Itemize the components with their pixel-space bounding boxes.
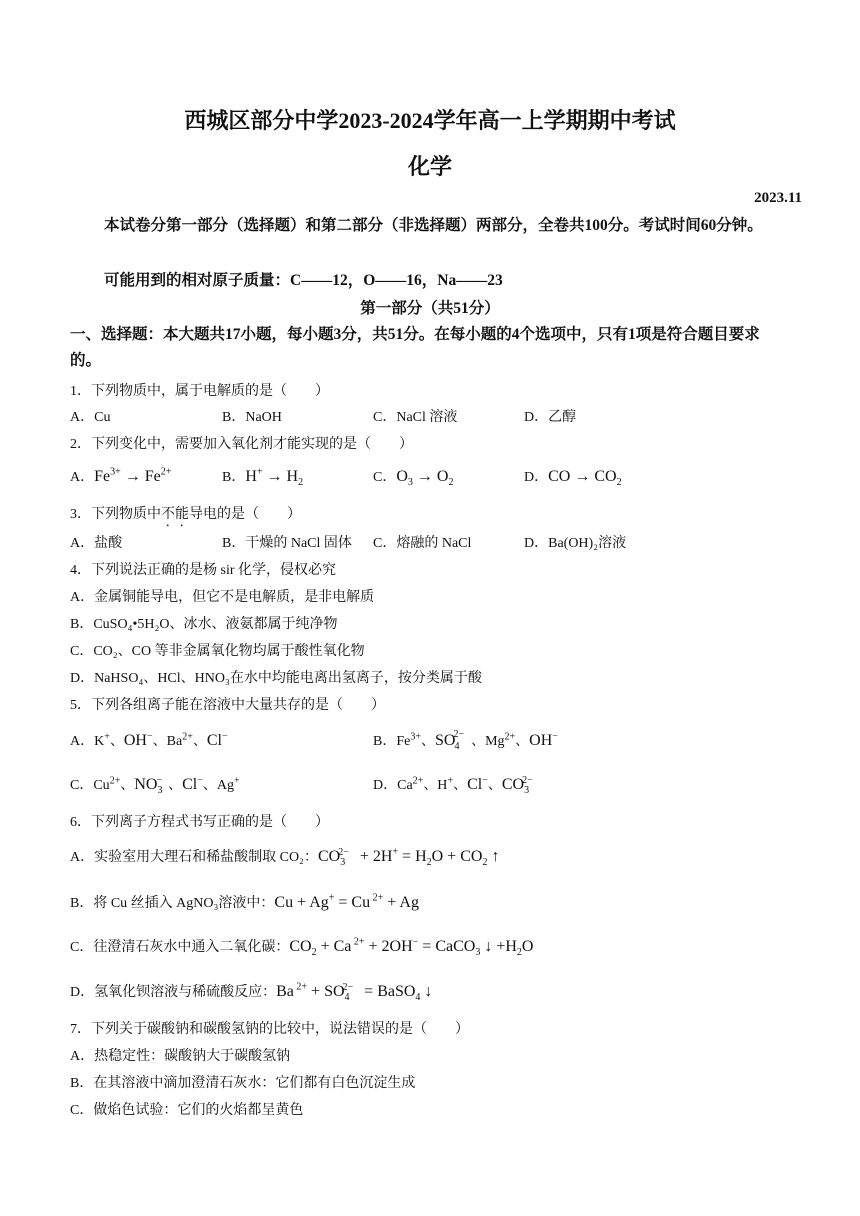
question-5-stem: 5．下列各组离子能在溶液中大量共存的是（ ） [70,698,385,713]
q5-option-a: A．K+、OH−、$Ba^{2+}$、Cl− [70,730,228,749]
q4-option-c: C．CO₂、CO 等非金属氧化物均属于酸性氧化物 [70,644,365,659]
q3-option-a: A．盐酸 [70,536,123,551]
exam-description: 本试卷分第一部分（选择题）和第二部分（非选择题）两部分，全卷共100分。考试时间60分钟。 [104,217,763,234]
q6-option-a: A．实验室用大理石和稀盐酸制取 CO₂：$CO_3^{2-} + 2H^+ = H_2O + CO_2$ ↑ [70,846,500,869]
q4-option-a: A．金属铜能导电，但它不是电解质，是非电解质 [70,590,375,605]
q3-option-b: B．干燥的 NaCl 固体 [222,536,352,551]
q7-option-a: A．热稳定性：碳酸钠大于碳酸氢钠 [70,1049,291,1064]
q7-option-c: C．做焰色试验：它们的火焰都呈黄色 [70,1103,304,1118]
q2-option-c: C．$O_3 \to O_2$ [373,468,454,489]
q4-option-b: B．CuSO₄•5H₂O、冰水、液氨都属于纯净物 [70,617,338,632]
q1-option-b: B．NaOH [222,410,282,425]
q5-option-d: D．$Ca^{2+}$、H+、Cl−、$CO_3^{2-}$ [373,774,533,797]
q1-option-a: A．Cu [70,410,111,425]
q2-option-a: A．$Fe^{3+} \to Fe^{2+}$ [70,466,172,485]
q7-option-b: B．在其溶液中滴加澄清石灰水：它们都有白色沉淀生成 [70,1076,416,1091]
q4-option-d: D．NaHSO₄、HCl、HNO₃在水中均能电离出氢离子，按分类属于酸 [70,671,482,686]
q2-option-b: B．$H^+ \to H_2$ [222,466,304,489]
q1-option-c: C．NaCl 溶液 [373,410,458,425]
question-7-stem: 7．下列关于碳酸钠和碳酸氢钠的比较中，说法错误的是（ ） [70,1022,469,1037]
q6-option-b: B．将 Cu 丝插入 AgNO₃溶液中：Cu + Ag+ = Cu $^{2+}$ + Ag [70,892,419,911]
q1-option-d: D．乙醇 [524,410,577,425]
exam-title: 西城区部分中学2023-2024学年高一上学期期中考试 [184,108,676,133]
q6-option-d: D．氢氧化钡溶液与稀硫酸反应：Ba $^{2+} + SO_4^{2-}$ = BaSO$_4$ ↓ [70,981,433,1004]
q2-option-d: D．CO → $CO_2$ [524,468,622,489]
q5-option-b: B．$Fe^{3+}$、$SO_4^{2-}$ 、$Mg^{2+}$、OH− [373,728,558,753]
exam-date: 2023.11 [754,190,802,206]
question-3-stem: 3．下列物质中不能导电的是（ ） [70,507,301,522]
atomic-mass-note: 可能用到的相对原子质量：C——12，O——16，Na——23 [104,272,503,289]
q3-option-c: C．熔融的 NaCl [373,536,472,551]
question-1-stem: 1．下列物质中，属于电解质的是（ ） [70,384,329,399]
subject-title: 化学 [407,154,452,179]
q5-option-c: C．$Cu^{2+}$、$NO_3^-$ 、Cl−、Ag+ [70,774,240,797]
q3-option-d: D．Ba(OH)₂溶液 [524,536,627,551]
q6-option-c: C．往澄清石灰水中通入二氧化碳：$CO_2 + Ca$ $^{2+}$ + 2OH− = CaCO$_3$ ↓ $+H_2O$ [70,936,534,959]
part1-title: 第一部分（共51分） [360,300,500,317]
question-2-stem: 2．下列变化中，需要加入氧化剂才能实现的是（ ） [70,437,413,452]
section-instructions: 一、选择题：本大题共17小题，每小题3分，共51分。在每小题的4个选项中，只有1项是符合题目要求的。 [70,326,760,369]
question-6-stem: 6．下列离子方程式书写正确的是（ ） [70,815,329,830]
question-4-stem: 4．下列说法正确的是杨 sir 化学，侵权必究 [70,563,336,578]
